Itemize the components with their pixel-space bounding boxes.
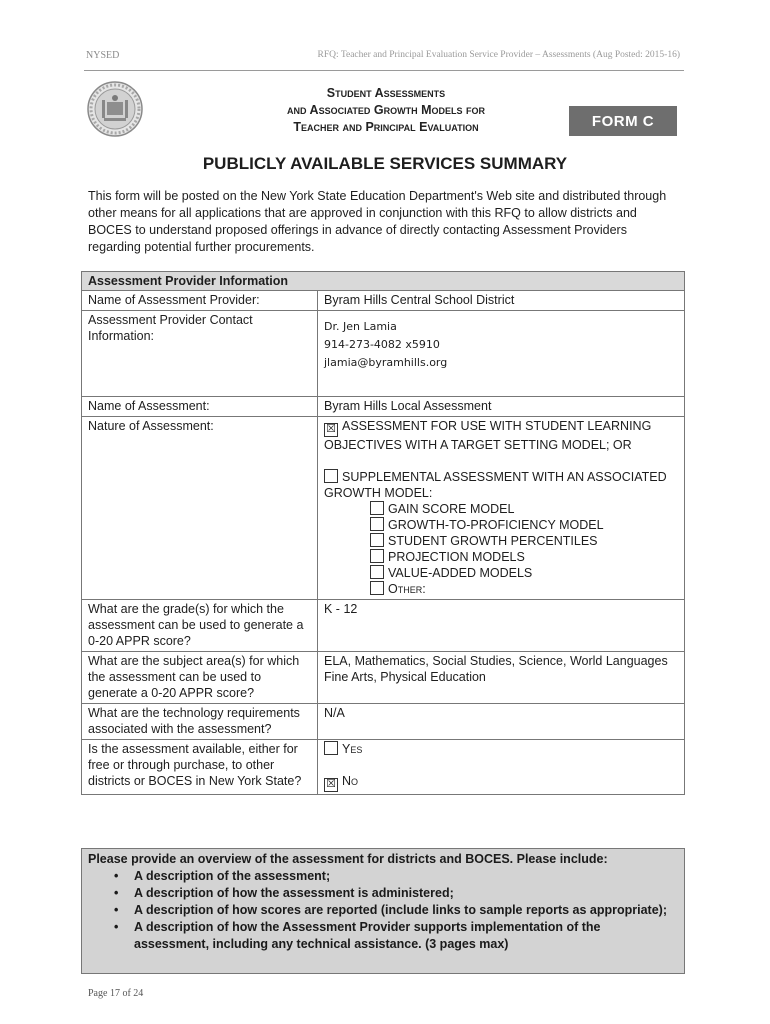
availability-no-label: No xyxy=(342,774,359,788)
assessment-name-value: Byram Hills Local Assessment xyxy=(318,397,685,417)
growth-model-item xyxy=(370,533,678,549)
overview-item: • A description of how the assessment is administered; xyxy=(134,885,678,902)
header-right: RFQ: Teacher and Principal Evaluation Service Provider – Assessments (Aug Posted: 2015-16) xyxy=(317,50,680,60)
growth-model-label: VALUE-ADDED MODELS xyxy=(388,566,533,580)
checkbox-unchecked[interactable] xyxy=(370,565,384,579)
grades-label: What are the grade(s) for which the assessment can be used to generate a 0-20 APPR score? xyxy=(82,600,318,652)
availability-yes-label: Yes xyxy=(342,742,363,756)
provider-name-label: Name of Assessment Provider: xyxy=(82,291,318,311)
checkbox-unchecked[interactable] xyxy=(370,533,384,547)
page-title: PUBLICLY AVAILABLE SERVICES SUMMARY xyxy=(202,154,568,173)
checkbox-unchecked[interactable] xyxy=(324,469,338,483)
availability-no xyxy=(324,773,678,792)
growth-model-item xyxy=(370,517,678,533)
overview-item: • A description of the assessment; xyxy=(134,868,678,885)
availability-yes xyxy=(324,741,678,757)
growth-model-label: STUDENT GROWTH PERCENTILES xyxy=(388,534,598,548)
growth-model-item-other xyxy=(370,581,678,597)
overview-heading: Please provide an overview of the assessment for districts and BOCES. Please include: xyxy=(88,852,608,866)
checkbox-unchecked[interactable] xyxy=(370,517,384,531)
assessment-provider-table xyxy=(81,271,685,795)
nature-option-supplemental xyxy=(324,469,678,501)
overview-item: • A description of how scores are reported (include links to sample reports as appropriate); xyxy=(134,902,678,919)
checkbox-checked[interactable]: ☒ xyxy=(324,778,338,792)
overview-list xyxy=(88,868,678,953)
checkbox-checked[interactable]: ☒ xyxy=(324,423,338,437)
growth-model-label: PROJECTION MODELS xyxy=(388,550,525,564)
growth-model-item xyxy=(370,549,678,565)
availability-value xyxy=(318,740,685,795)
checkbox-unchecked[interactable] xyxy=(370,501,384,515)
checkbox-unchecked[interactable] xyxy=(370,581,384,595)
growth-model-label: GROWTH-TO-PROFICIENCY MODEL xyxy=(388,518,604,532)
intro-paragraph: This form will be posted on the New York State Education Department's Web site and distributed through other means for all applications that are approved in conjunction with this RFQ to allow districts and BOCES to understand proposed offerings in advance of directly contacting Assessment Providers regarding potential further procurements. xyxy=(88,189,667,254)
nature-value xyxy=(318,417,685,600)
state-seal-icon xyxy=(86,80,144,138)
page-number: Page 17 of 24 xyxy=(88,988,144,999)
technology-label: What are the technology requirements associated with the assessment? xyxy=(82,704,318,740)
contact-value xyxy=(318,311,685,397)
contact-phone: 914-273-4082 x5910 xyxy=(324,338,440,351)
form-title-block xyxy=(236,85,536,136)
checkbox-unchecked[interactable] xyxy=(370,549,384,563)
nature-option-slo xyxy=(324,418,678,453)
checkbox-unchecked[interactable] xyxy=(324,741,338,755)
title-line-3: Teacher and Principal Evaluation xyxy=(293,120,479,134)
assessment-name-label: Name of Assessment: xyxy=(82,397,318,417)
growth-model-list xyxy=(324,501,678,597)
header-left: NYSED xyxy=(86,50,120,61)
other-label: Other: xyxy=(388,582,426,596)
subjects-label: What are the subject area(s) for which the assessment can be used to generate a 0-20 APPR score? xyxy=(82,652,318,704)
title-line-1: Student Assessments xyxy=(326,86,446,100)
contact-label: Assessment Provider Contact Information: xyxy=(82,311,318,397)
technology-value: N/A xyxy=(318,704,685,740)
nature-option-supplemental-label: SUPPLEMENTAL ASSESSMENT WITH AN ASSOCIATED GROWTH MODEL: xyxy=(324,470,667,500)
overview-box xyxy=(81,848,685,974)
title-line-2: and Associated Growth Models for xyxy=(287,103,485,117)
contact-name: Dr. Jen Lamia xyxy=(324,320,397,333)
nature-option-slo-label: ASSESSMENT FOR USE WITH STUDENT LEARNING OBJECTIVES WITH A TARGET SETTING MODEL; OR xyxy=(324,419,652,452)
growth-model-item xyxy=(370,501,678,517)
provider-name-value: Byram Hills Central School District xyxy=(318,291,685,311)
section-header: Assessment Provider Information xyxy=(82,272,685,291)
availability-label: Is the assessment available, either for free or through purchase, to other districts or BOCES in New York State? xyxy=(82,740,318,795)
contact-email: jlamia@byramhills.org xyxy=(324,356,448,369)
form-badge: FORM C xyxy=(569,106,677,136)
overview-item: • A description of how the Assessment Provider supports implementation of the assessment, including any technical assistance. (3 pages max) xyxy=(134,919,678,953)
growth-model-label: GAIN SCORE MODEL xyxy=(388,502,515,516)
nature-label: Nature of Assessment: xyxy=(82,417,318,600)
header-divider xyxy=(84,70,684,71)
growth-model-item xyxy=(370,565,678,581)
subjects-value: ELA, Mathematics, Social Studies, Science, World Languages Fine Arts, Physical Education xyxy=(318,652,685,704)
grades-value: K - 12 xyxy=(318,600,685,652)
